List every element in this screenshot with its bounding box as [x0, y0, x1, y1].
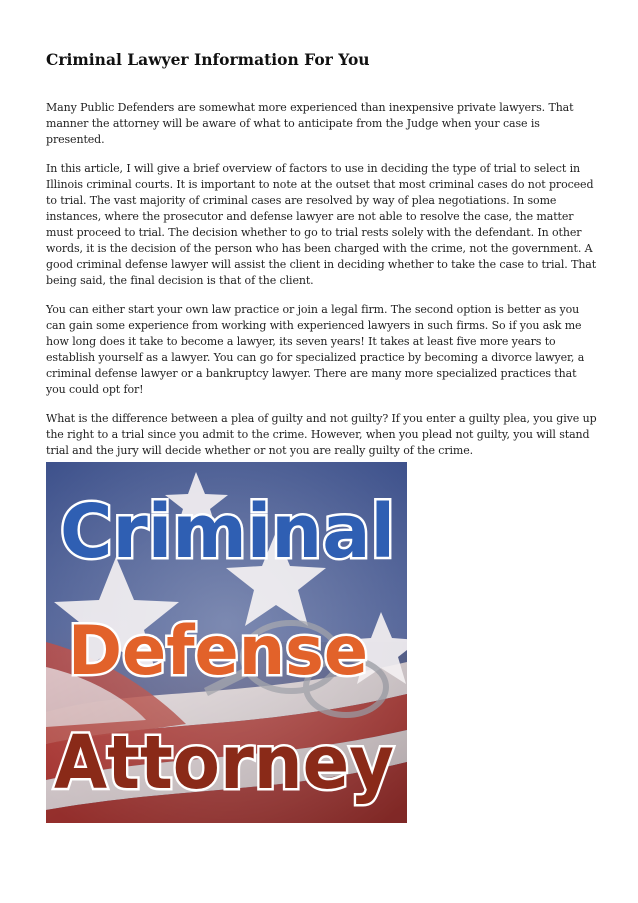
paragraph-4: What is the difference between a plea of guilty and not guilty? If you enter a guilty plea, you give up the right to a trial since you admit to the crime. However, when you plead not guilty, you will stand trial and the jury will decide whether or not you are really guilty of the crime.	[46, 412, 597, 457]
article-body	[46, 100, 598, 472]
paragraph-3: You can either start your own law practice or join a legal firm. The second option is better as you can gain some experience from working with experienced lawyers in such firms. So if you ask me how long does it take to become a lawyer, its seven years! It takes at least five more years to establish yourself as a lawyer. You can go for specialized practice by becoming a divorce lawyer, a criminal defense lawyer or a bankruptcy lawyer. There are many more specialized practices that you could opt for!	[46, 303, 585, 396]
criminal-defense-attorney-image	[46, 462, 407, 823]
page-title: Criminal Lawyer Information For You	[46, 50, 370, 69]
flag-illustration	[46, 462, 407, 823]
hero-word-attorney: Attorney	[54, 720, 394, 806]
hero-word-criminal: Criminal	[60, 489, 395, 575]
paragraph-2: In this article, I will give a brief overview of factors to use in deciding the type of trial to select in Illinois criminal courts. It is important to note at the outset that most criminal cases do not proceed to trial. The vast majority of criminal cases are resolved by way of plea negotiations. In some instances, where the prosecutor and defense lawyer are not able to resolve the case, the matter must proceed to trial. The decision whether to go to trial rests solely with the defendant. In other words, it is the decision of the person who has been charged with the crime, not the government. A good criminal defense lawyer will assist the client in deciding whether to take the case to trial. That being said, the final decision is that of the client.	[46, 162, 597, 287]
hero-word-defense: Defense	[68, 612, 368, 691]
paragraph-1: Many Public Defenders are somewhat more experienced than inexpensive private lawyers. That manner the attorney will be aware of what to anticipate from the Judge when your case is presented.	[46, 101, 574, 146]
